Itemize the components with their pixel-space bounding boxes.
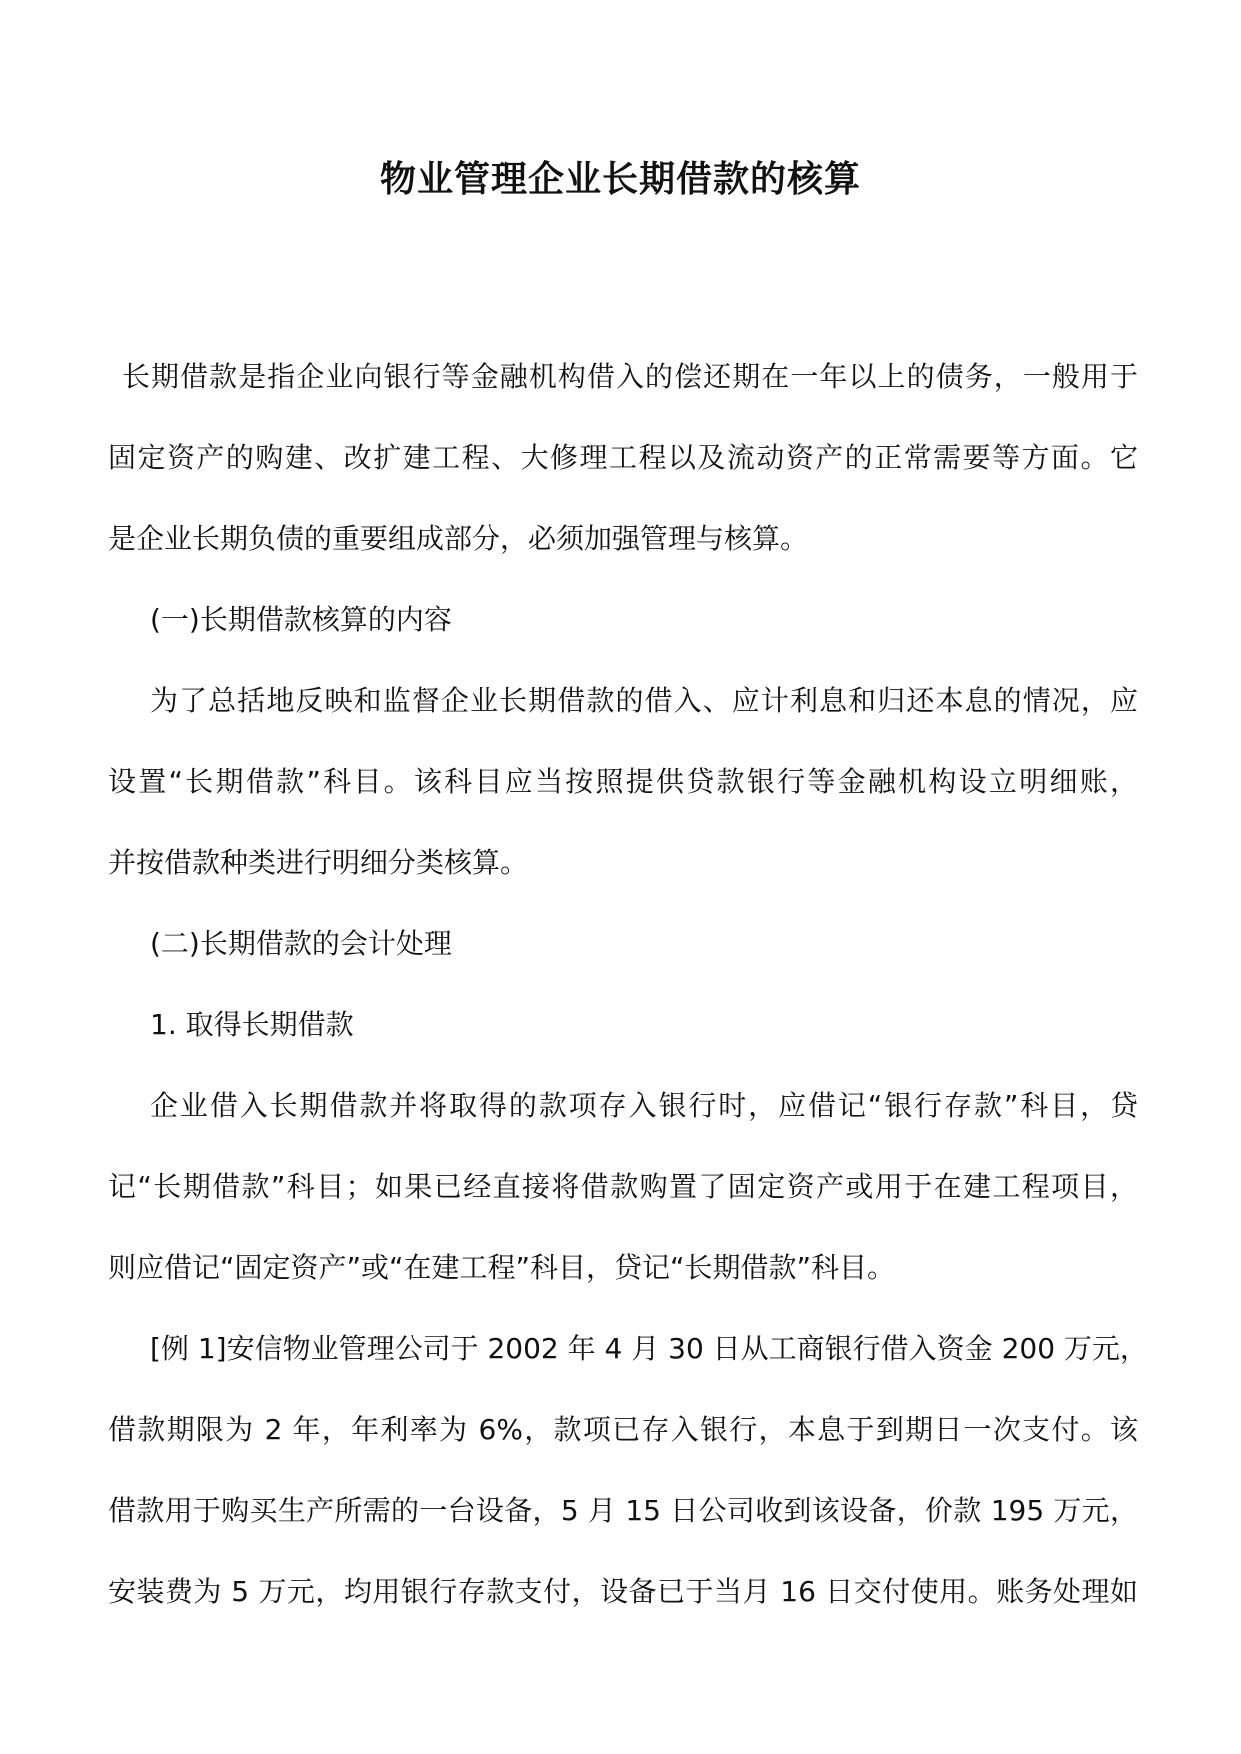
paragraph-line: 长期借款是指企业向银行等金融机构借入的偿还期在一年以上的债务，一般用于	[122, 360, 1138, 393]
paragraph-line: 固定资产的购建、改扩建工程、大修理工程以及流动资产的正常需要等方面。它	[108, 441, 1138, 474]
paragraph-line: 企业借入长期借款并将取得的款项存入银行时，应借记“银行存款”科目，贷	[150, 1089, 1138, 1122]
example-line: 借款用于购买生产所需的一台设备，5 月 15 日公司收到该设备，价款 195 万元，	[108, 1494, 1138, 1527]
example-line: 安装费为 5 万元，均用银行存款支付，设备已于当月 16 日交付使用。账务处理如	[108, 1575, 1138, 1608]
document-title: 物业管理企业长期借款的核算	[379, 159, 861, 200]
subsection-heading: 1. 取得长期借款	[150, 1008, 354, 1041]
paragraph-line: 记“长期借款”科目；如果已经直接将借款购置了固定资产或用于在建工程项目，	[108, 1170, 1138, 1203]
example-line: 借款期限为 2 年，年利率为 6%，款项已存入银行，本息于到期日一次支付。该	[108, 1413, 1138, 1446]
section-heading: (一)长期借款核算的内容	[150, 603, 452, 636]
section-heading: (二)长期借款的会计处理	[150, 927, 452, 960]
document-body	[108, 336, 1148, 1632]
paragraph-line: 是企业长期负债的重要组成部分，必须加强管理与核算。	[108, 522, 809, 555]
paragraph-line: 则应借记“固定资产”或“在建工程”科目，贷记“长期借款”科目。	[108, 1251, 896, 1284]
paragraph-line: 设置“长期借款”科目。该科目应当按照提供贷款银行等金融机构设立明细账，	[108, 765, 1138, 798]
paragraph-line: 并按借款种类进行明细分类核算。	[108, 846, 529, 879]
example-line: [例 1]安信物业管理公司于 2002 年 4 月 30 日从工商银行借入资金 200 万元，	[150, 1332, 1148, 1365]
paragraph-line: 为了总括地反映和监督企业长期借款的借入、应计利息和归还本息的情况，应	[150, 684, 1138, 717]
